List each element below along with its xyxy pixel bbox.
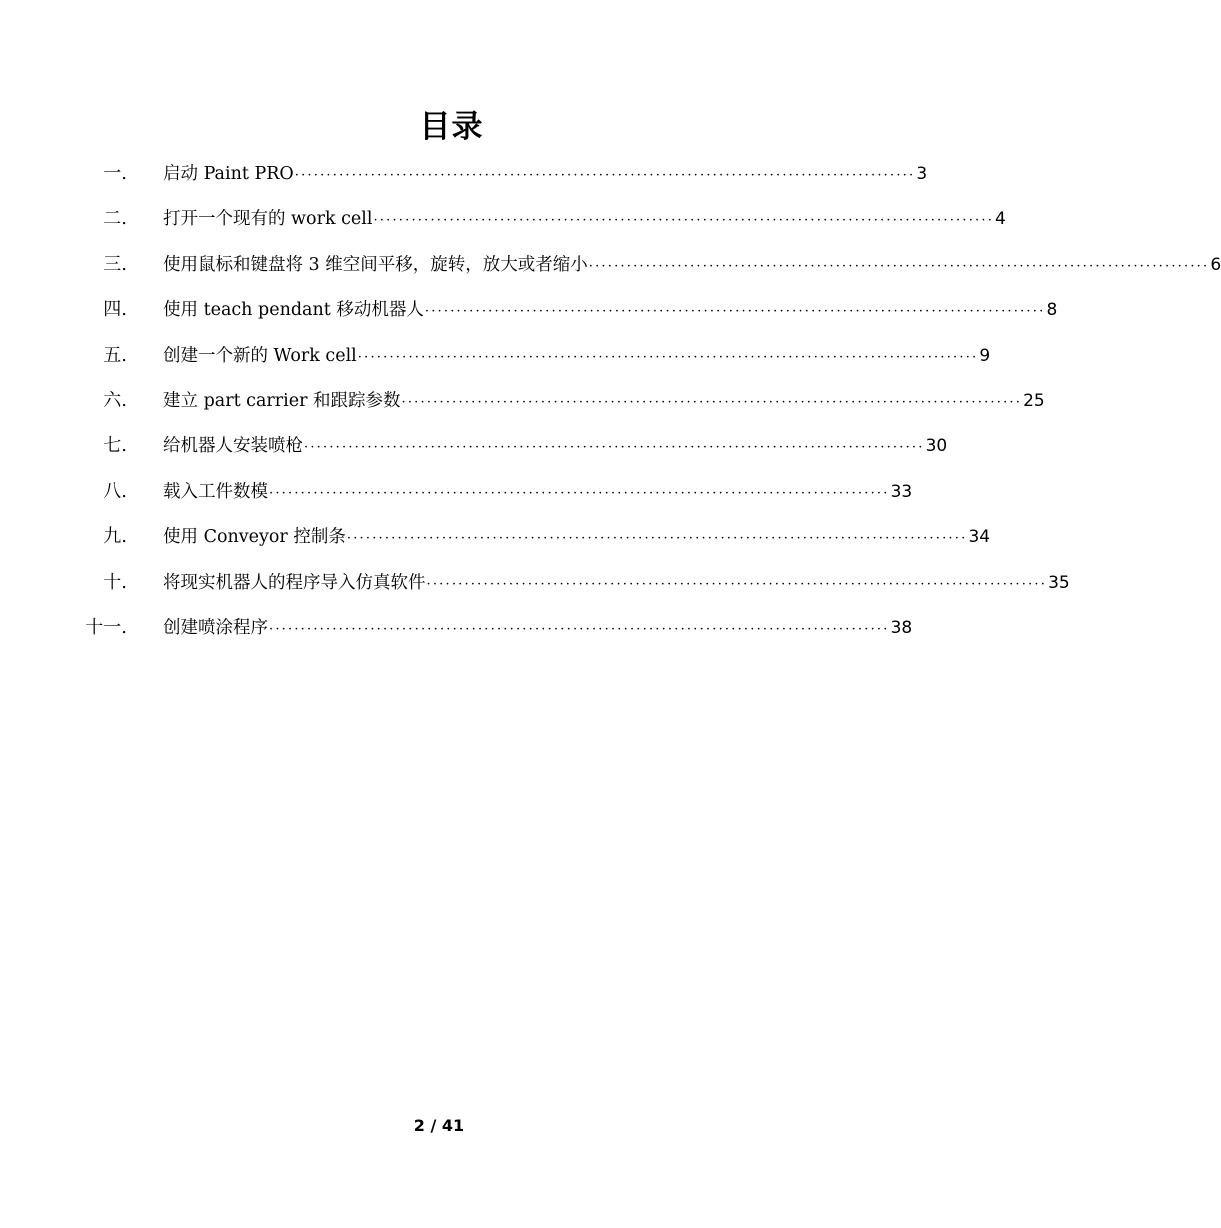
toc-page-number: 3 — [916, 164, 928, 184]
toc-entry-10[interactable] — [0, 568, 1070, 598]
toc-number: 三. — [103, 254, 127, 275]
toc-page-number: 6 — [1210, 255, 1221, 275]
toc-page-number: 38 — [890, 618, 913, 638]
toc-entry-1[interactable] — [0, 159, 928, 189]
toc-dot-leader: ·································································································· — [588, 259, 1210, 274]
toc-title: 将现实机器人的程序导入仿真软件 — [163, 573, 426, 593]
toc-number: 四. — [103, 299, 127, 320]
toc-title: 使用 teach pendant 移动机器人 — [163, 300, 424, 320]
page-footer: 2 / 41 — [413, 1116, 465, 1135]
toc-title: 给机器人安装喷枪 — [163, 436, 303, 456]
toc-dot-leader: ·································································································· — [357, 350, 979, 365]
toc-entry-4[interactable] — [0, 295, 1058, 325]
toc-title: 创建喷涂程序 — [163, 618, 268, 638]
toc-number: 十. — [103, 572, 127, 593]
toc-page-number: 8 — [1046, 300, 1058, 320]
toc-dot-leader: ·································································································· — [401, 395, 1023, 410]
toc-number: 十一. — [85, 617, 127, 638]
toc-dot-leader: ·································································································· — [294, 168, 916, 183]
toc-title: 使用 Conveyor 控制条 — [163, 527, 346, 547]
toc-dot-leader: ·································································································· — [346, 531, 968, 546]
toc-page-number: 34 — [968, 527, 991, 547]
toc-number: 九. — [103, 526, 127, 547]
toc-dot-leader: ·································································································· — [373, 213, 995, 228]
toc-dot-leader: ·································································································· — [269, 622, 890, 637]
toc-title: 载入工件数模 — [163, 482, 268, 502]
toc-number: 八. — [103, 481, 127, 502]
toc-dot-leader: ·································································································· — [424, 304, 1046, 319]
toc-title: 使用鼠标和键盘将 3 维空间平移，旋转，放大或者缩小 — [163, 255, 588, 275]
toc-title: 创建一个新的 Work cell — [163, 346, 357, 366]
toc-page-number: 30 — [925, 436, 948, 456]
toc-page-number: 4 — [995, 209, 1006, 229]
toc-entry-2[interactable] — [0, 204, 1006, 234]
toc-title: 建立 part carrier 和跟踪参数 — [163, 391, 401, 411]
toc-number: 七. — [103, 435, 127, 456]
toc-entry-7[interactable] — [0, 431, 948, 461]
toc-page-number: 33 — [890, 482, 913, 502]
page-title: 目录 — [419, 109, 484, 145]
toc-title: 启动 Paint PRO — [163, 164, 294, 184]
toc-page-number: 35 — [1048, 573, 1070, 593]
toc-dot-leader: ·································································································· — [269, 486, 890, 501]
toc-entry-11[interactable] — [0, 613, 913, 643]
toc-page-number: 25 — [1023, 391, 1045, 411]
toc-number: 一. — [103, 163, 127, 184]
toc-entry-6[interactable] — [0, 386, 1045, 416]
toc-page-number: 9 — [979, 346, 991, 366]
toc-number: 二. — [103, 208, 127, 229]
toc-number: 五. — [103, 345, 127, 366]
toc-entry-3[interactable] — [0, 250, 1221, 280]
toc-dot-leader: ·································································································· — [304, 440, 925, 455]
toc-title: 打开一个现有的 work cell — [163, 209, 373, 229]
toc-number: 六. — [103, 390, 127, 411]
toc-entry-8[interactable] — [0, 477, 913, 507]
toc-dot-leader: ·································································································· — [426, 577, 1048, 592]
toc-entry-5[interactable] — [0, 341, 991, 371]
toc-entry-9[interactable] — [0, 522, 991, 552]
